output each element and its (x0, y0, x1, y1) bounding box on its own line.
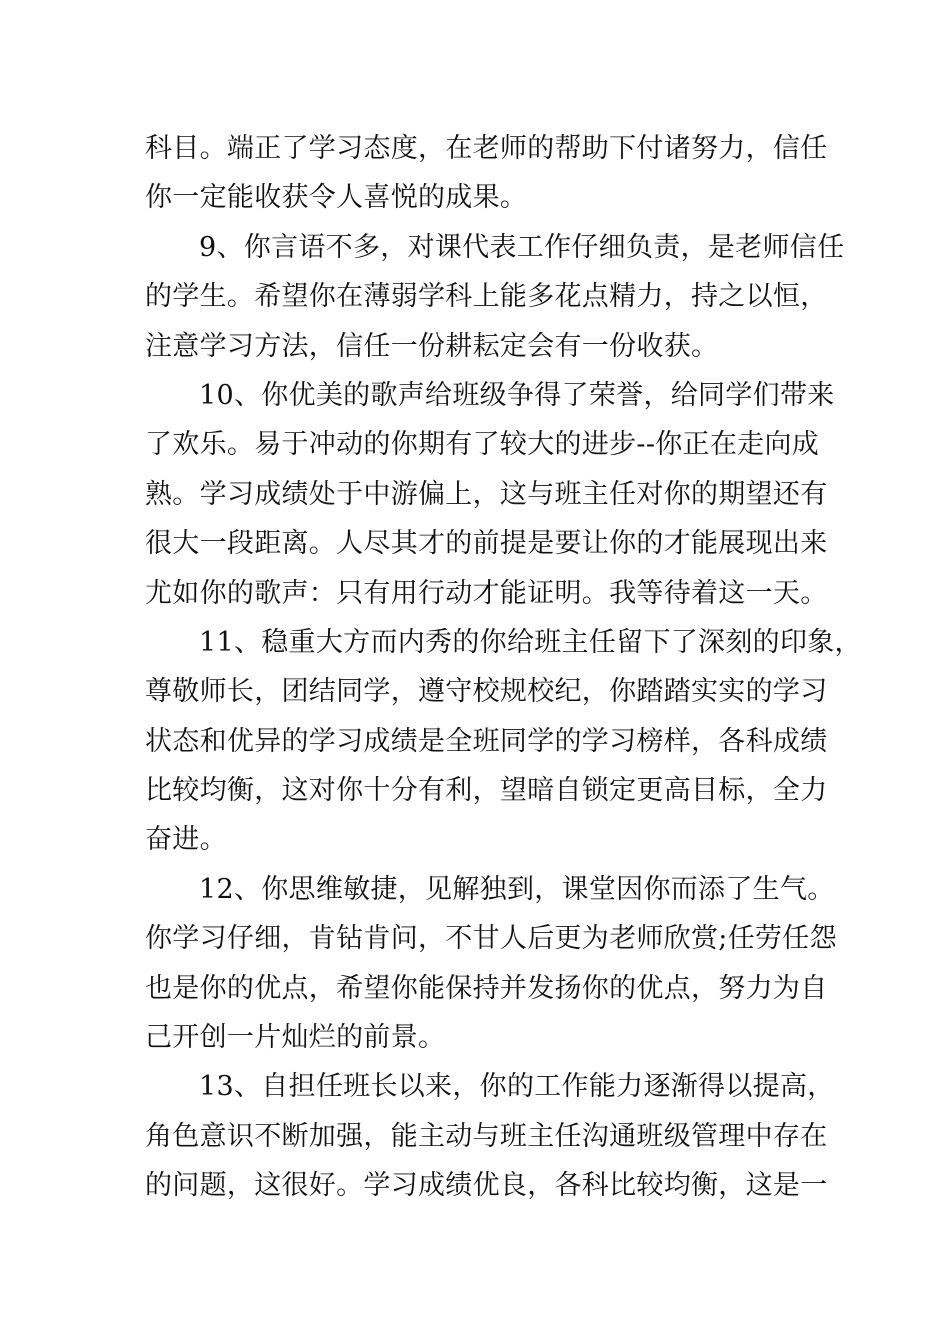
paragraph-start-line: 10、你优美的歌声给班级争得了荣誉，给同学们带来 (199, 379, 835, 411)
text-line: 了欢乐。易于冲动的你期有了较大的进步--你正在走向成 (145, 429, 820, 461)
text-line: 你一定能收获令人喜悦的成果。 (145, 182, 528, 214)
text-line: 奋进。 (145, 824, 227, 856)
paragraph-start-line: 12、你思维敏捷，见解独到，课堂因你而添了生气。 (199, 873, 835, 905)
text-line: 的学生。希望你在薄弱学科上能多花点精力，持之以恒， (145, 281, 828, 313)
text-line: 的问题，这很好。学习成绩优良，各科比较均衡，这是一 (145, 1170, 828, 1202)
text-line: 角色意识不断加强，能主动与班主任沟通班级管理中存在 (145, 1120, 828, 1152)
text-line: 你学习仔细，肯钻肯问，不甘人后更为老师欣赏;任劳任怨 (145, 923, 837, 955)
text-line: 状态和优异的学习成绩是全班同学的学习榜样，各科成绩 (145, 725, 828, 757)
text-line: 尊敬师长，团结同学，遵守校规校纪，你踏踏实实的学习 (145, 676, 828, 708)
document-body (145, 124, 862, 1211)
text-line: 也是你的优点，希望你能保持并发扬你的优点，努力为自 (145, 972, 828, 1004)
text-line: 比较均衡，这对你十分有利，望暗自锁定更高目标，全力 (145, 775, 828, 807)
text-line: 己开创一片灿烂的前景。 (145, 1022, 446, 1054)
text-line: 尤如你的歌声：只有用行动才能证明。我等待着这一天。 (145, 577, 828, 609)
text-line: 很大一段距离。人尽其才的前提是要让你的才能展现出来 (145, 528, 828, 560)
text-line: 熟。学习成绩处于中游偏上，这与班主任对你的期望还有 (145, 478, 828, 510)
text-line: 注意学习方法，信任一份耕耘定会有一份收获。 (145, 330, 719, 362)
paragraph-start-line: 9、你言语不多，对课代表工作仔细负责，是老师信任 (199, 231, 845, 263)
paragraph-start-line: 11、稳重大方而内秀的你给班主任留下了深刻的印象， (199, 626, 862, 658)
paragraph-start-line: 13、自担任班长以来，你的工作能力逐渐得以提高， (199, 1071, 835, 1103)
text-line: 科目。端正了学习态度，在老师的帮助下付诸努力，信任 (145, 133, 828, 164)
